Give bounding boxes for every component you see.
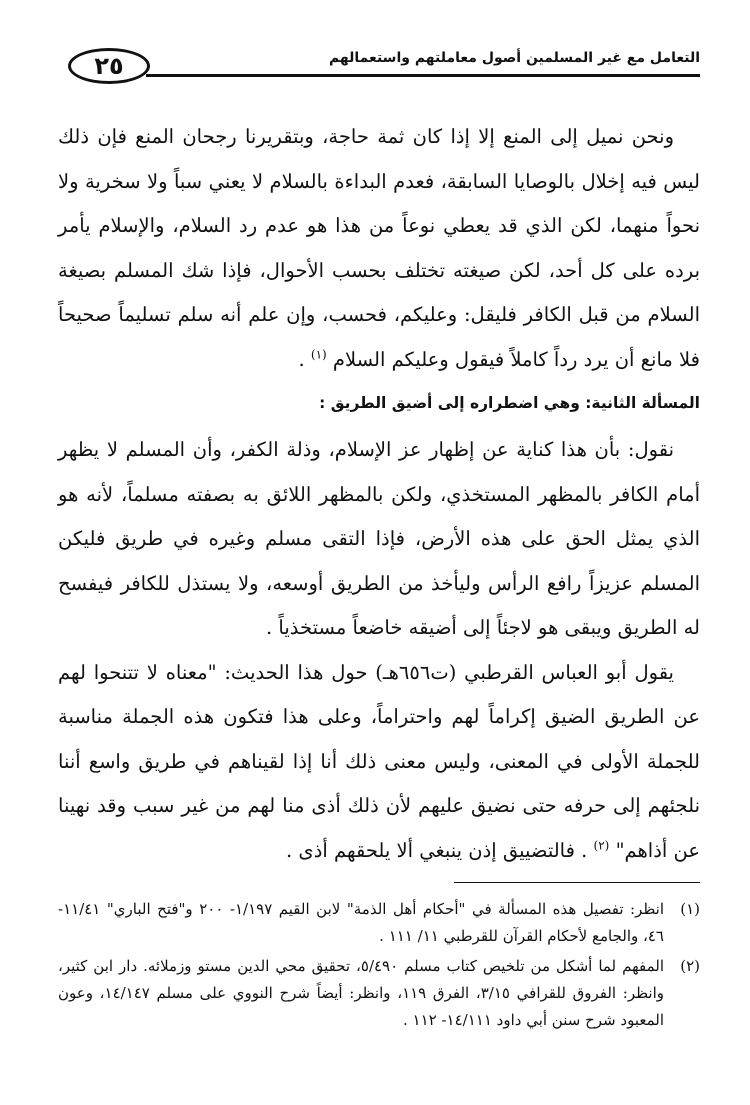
footnote-1-text: انظر: تفصيل هذه المسألة في "أحكام أهل الذمة" لابن القيم ١/١٩٧- ٢٠٠ و"فتح الباري" ١١/٤١- ٤٦، والجامع لأحكام القرآن للقرطبي ١١/ ١١١ .: [58, 900, 665, 945]
running-title: التعامل مع غير المسلمين أصول معاملتهم واستعمالهم: [328, 50, 700, 66]
main-text: [58, 115, 700, 873]
paragraph-3: [58, 651, 700, 874]
footnote-1: [58, 896, 700, 950]
paragraph-3-end: . فالتضييق إذن ينبغي ألا يلحقهم أذى .: [286, 838, 594, 862]
paragraph-1: [58, 115, 700, 382]
footnote-separator: [454, 882, 700, 883]
running-header: [68, 42, 700, 90]
page-number-badge: [68, 48, 150, 84]
section-heading: المسألة الثانية: وهي اضطراره إلى أضيق الطريق :: [319, 394, 700, 412]
paragraph-1-text: ونحن نميل إلى المنع إلا إذا كان ثمة حاجة، وبتقريرنا رجحان المنع فإن ذلك ليس فيه إخلال بالوصايا السابقة، فعدم البداءة بالسلام لا يعني سباً ولا سخرية ولا نحواً منهما، لكن الذي قد يعطي نوعاً من هذا هو عدم رد السلام، والإسلام يأمر برده على كل أحد، لكن صيغته تختلف بحسب الأحوال، فإذا شك المسلم بصيغة السلام من قبل الكافر فليقل: وعليكم، فحسب، وإن علم أنه سلم تسليماً صحيحاً فلا مانع أن يرد رداً كاملاً فيقول وعليكم السلام: [58, 125, 700, 371]
page-number: ٢٥: [94, 52, 124, 80]
footnote-2-number: (٢): [680, 957, 700, 975]
footnote-ref-2: (٢): [593, 838, 610, 852]
footnote-1-number: (١): [680, 900, 700, 918]
footnote-2-text: المفهم لما أشكل من تلخيص كتاب مسلم ٥/٤٩٠، تحقيق محي الدين مستو وزملائه. دار ابن كثير، وانظر: الفروق للقرافي ٣/١٥، الفرق ١١٩، وانظر: أيضاً شرح النووي على مسلم ١٤/١٤٧، وعون المعبود شرح سنن أبي داود ١٤/١١١- ١١٢ .: [58, 957, 665, 1029]
paragraph-2: نقول: بأن هذا كناية عن إظهار عز الإسلام، وذلة الكفر، وأن المسلم لا يظهر أمام الكافر بالمظهر المستخذي، ولكن بالمظهر اللائق به بصفته مسلماً، لأنه هو الذي يمثل الحق على هذه الأرض، فإذا التقى مسلم وغيره في طريق فليكن المسلم عزيزاً رافع الرأس وليأخذ من الطريق أوسعه، ولا يستذل للكافر فيفسح له الطريق ويبقى هو لاجئاً إلى أضيقه خاضعاً مستخذياً .: [58, 438, 700, 639]
paragraph-1-end: .: [298, 347, 311, 371]
paragraph-3-text: يقول أبو العباس القرطبي (ت٦٥٦هـ) حول هذا الحديث: "معناه لا تتنحوا لهم عن الطريق الضيق إكراماً لهم واحتراماً، وعلى هذا فتكون هذه الجملة مناسبة للجملة الأولى في المعنى، وليس معنى ذلك أنا إذا لقيناهم في طريق واسع أننا نلجئهم إلى حرفه حتى نضيق عليهم لأن ذلك أذى منا لهم من غير سبب وقد نهينا عن أذاهم": [58, 660, 700, 862]
header-rule: [146, 74, 700, 77]
footnotes: [58, 896, 700, 1037]
footnote-2: [58, 953, 700, 1034]
footnote-ref-1: (١): [310, 347, 327, 361]
